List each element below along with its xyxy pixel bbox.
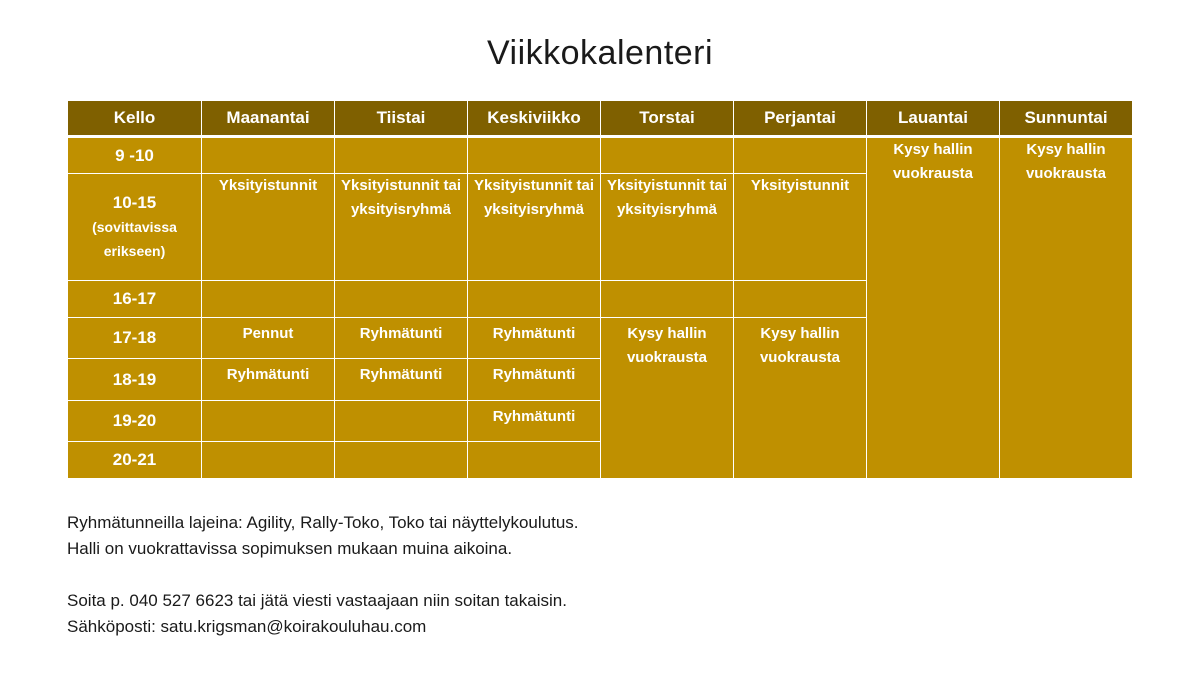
slot-to-17: Kysy hallin vuokrausta: [601, 318, 734, 479]
header-lauantai: Lauantai: [867, 101, 1000, 137]
slot-ke-17: Ryhmätunti: [468, 318, 601, 359]
slot-ti-9: [335, 137, 468, 174]
slot-ma-19: [202, 401, 335, 442]
time-10-15-label: 10-15: [112, 193, 157, 212]
slot-to-9: [601, 137, 734, 174]
slot-sunnuntai: Kysy hallin vuokrausta: [1000, 137, 1133, 479]
time-17-18: 17-18: [68, 318, 202, 359]
slot-lauantai: Kysy hallin vuokrausta: [867, 137, 1000, 479]
slot-ti-16: [335, 281, 468, 318]
slot-pe-10: Yksityistunnit: [734, 174, 867, 281]
header-kello: Kello: [68, 101, 202, 137]
footer-line-lajit: Ryhmätunneilla lajeina: Agility, Rally-Toko, Toko tai näyttelykoulutus.: [67, 513, 579, 532]
slot-ke-18: Ryhmätunti: [468, 359, 601, 401]
time-10-15: [68, 174, 202, 281]
header-maanantai: Maanantai: [202, 101, 335, 137]
header-perjantai: Perjantai: [734, 101, 867, 137]
time-20-21: 20-21: [68, 442, 202, 479]
time-19-20: 19-20: [68, 401, 202, 442]
time-16-17: 16-17: [68, 281, 202, 318]
header-row: [68, 101, 1133, 137]
slot-ti-17: Ryhmätunti: [335, 318, 468, 359]
header-torstai: Torstai: [601, 101, 734, 137]
slot-ke-16: [468, 281, 601, 318]
slot-ti-19: [335, 401, 468, 442]
slot-to-10: Yksityistunnit tai yksityisryhmä: [601, 174, 734, 281]
slot-ma-20: [202, 442, 335, 479]
header-sunnuntai: Sunnuntai: [1000, 101, 1133, 137]
slot-pe-17: Kysy hallin vuokrausta: [734, 318, 867, 479]
footer-line-halli: Halli on vuokrattavissa sopimuksen mukaan muina aikoina.: [67, 539, 513, 558]
time-10-15-note: (sovittavissa erikseen): [92, 219, 177, 259]
slot-ti-10: Yksityistunnit tai yksityisryhmä: [335, 174, 468, 281]
page-title: Viikkokalenteri: [486, 34, 714, 72]
header-keskiviikko: Keskiviikko: [468, 101, 601, 137]
slot-ke-19: Ryhmätunti: [468, 401, 601, 442]
time-9-10: 9 -10: [68, 137, 202, 174]
slot-ke-20: [468, 442, 601, 479]
slot-ma-18: Ryhmätunti: [202, 359, 335, 401]
slot-pe-9: [734, 137, 867, 174]
slot-ti-20: [335, 442, 468, 479]
slot-ke-10: Yksityistunnit tai yksityisryhmä: [468, 174, 601, 281]
slot-to-16: [601, 281, 734, 318]
slot-ma-16: [202, 281, 335, 318]
slot-pe-16: [734, 281, 867, 318]
slot-ke-9: [468, 137, 601, 174]
time-18-19: 18-19: [68, 359, 202, 401]
slot-ma-9: [202, 137, 335, 174]
footer-line-email: Sähköposti: satu.krigsman@koirakouluhau.com: [67, 617, 427, 636]
slot-ma-10: Yksityistunnit: [202, 174, 335, 281]
header-tiistai: Tiistai: [335, 101, 468, 137]
footer-spacer: [67, 562, 579, 588]
slot-ti-18: Ryhmätunti: [335, 359, 468, 401]
slot-ma-17: Pennut: [202, 318, 335, 359]
table-row: [68, 137, 1133, 174]
footer-line-phone: Soita p. 040 527 6623 tai jätä viesti vastaajaan niin soitan takaisin.: [67, 591, 567, 610]
footer-info: [67, 510, 579, 640]
weekly-calendar-table: [67, 100, 1133, 479]
